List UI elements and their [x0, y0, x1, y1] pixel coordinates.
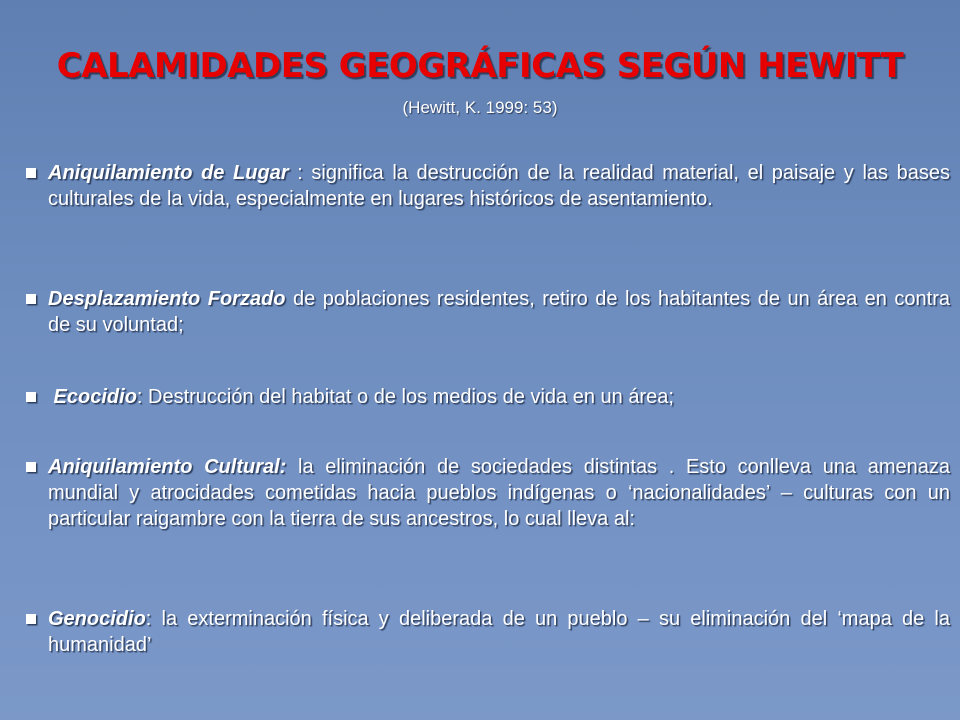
item-term: Aniquilamiento Cultural:	[48, 456, 287, 478]
item-text: : la exterminación física y deliberada de un pueblo – su eliminación del ‘mapa de la humanidad’	[48, 608, 950, 656]
item-term: Genocidio	[48, 608, 146, 630]
item-text: la eliminación de sociedades distintas . Esto conlleva una amenaza mundial y atrocidades cometidas hacia pueblos indígenas o ‘nacionalidades’ – culturas con un particular raigambre con la tierra de sus ancestros, lo cual lleva al:	[48, 456, 950, 530]
slide-title: CALAMIDADES GEOGRÁFICAS SEGÚN HEWITT	[56, 46, 904, 86]
list-item	[22, 606, 950, 658]
item-term: Aniquilamiento de Lugar	[48, 162, 289, 184]
item-term: Ecocidio	[48, 386, 137, 408]
item-text: : Destrucción del habitat o de los medios de vida en un área;	[136, 386, 674, 408]
square-bullet-icon	[26, 294, 36, 304]
square-bullet-icon	[26, 462, 36, 472]
slide-subtitle: (Hewitt, K. 1999: 53)	[402, 98, 558, 117]
square-bullet-icon	[26, 168, 36, 178]
item-text: : significa la destrucción de la realidad material, el paisaje y las bases culturales de la vida, especialmente en lugares históricos de asentamiento.	[48, 162, 951, 210]
list-item	[22, 384, 950, 410]
square-bullet-icon	[26, 392, 36, 402]
list-item	[22, 454, 950, 532]
list-item	[22, 160, 950, 212]
list-item	[22, 286, 950, 338]
item-text: de poblaciones residentes, retiro de los habitantes de un área en contra de su voluntad;	[48, 288, 950, 336]
item-term: Desplazamiento Forzado	[48, 288, 286, 310]
square-bullet-icon	[26, 614, 36, 624]
